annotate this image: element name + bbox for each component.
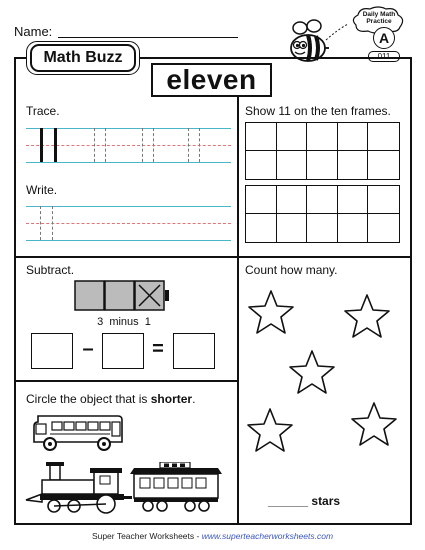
ten-frame-2[interactable] bbox=[245, 185, 400, 243]
train-icon[interactable] bbox=[22, 462, 222, 514]
equals-symbol: = bbox=[152, 338, 164, 360]
ten-frames-label: Show 11 on the ten frames. bbox=[245, 104, 391, 118]
name-line[interactable] bbox=[58, 37, 238, 38]
write-lines[interactable] bbox=[26, 206, 231, 242]
write-label: Write. bbox=[26, 183, 58, 197]
star-icon bbox=[290, 351, 334, 393]
footer-brand: Super Teacher Worksheets - bbox=[91, 531, 202, 541]
compare-keyword: shorter bbox=[150, 392, 193, 406]
footer-url[interactable]: www.superteacherworksheets.com bbox=[201, 531, 334, 541]
stars-group bbox=[240, 278, 410, 478]
trace-label: Trace. bbox=[26, 104, 60, 118]
trace-stroke-solid bbox=[54, 128, 57, 162]
trace-lines[interactable] bbox=[26, 128, 231, 164]
trace-stroke-solid bbox=[40, 128, 43, 162]
blocks-icon bbox=[74, 280, 174, 312]
badge-text: Daily Math Practice bbox=[362, 11, 396, 25]
answer-blank: ______ bbox=[268, 494, 309, 508]
school-bus-icon[interactable] bbox=[30, 412, 125, 454]
minus-symbol: – bbox=[82, 338, 94, 360]
star-icon bbox=[249, 291, 293, 333]
badge-letter: A bbox=[373, 27, 395, 49]
divider-vertical-top bbox=[237, 97, 239, 257]
subtract-expression: 3 minus 1 bbox=[97, 316, 151, 328]
ten-frame-1[interactable] bbox=[245, 122, 400, 180]
star-icon bbox=[352, 403, 396, 445]
count-label: Count how many. bbox=[245, 263, 338, 277]
footer bbox=[0, 531, 425, 541]
stars-unit: stars bbox=[311, 494, 341, 508]
number-word: eleven bbox=[151, 63, 272, 97]
divider-vertical-bottom bbox=[237, 256, 239, 525]
divider-horizontal-top bbox=[14, 256, 412, 258]
stars-answer-line[interactable] bbox=[268, 494, 340, 508]
divider-horizontal-left bbox=[14, 380, 238, 382]
star-icon bbox=[248, 409, 292, 451]
page-title: Math Buzz bbox=[30, 44, 136, 72]
badge-number: 011 bbox=[368, 51, 400, 62]
star-icon bbox=[345, 295, 389, 337]
answer-box-1[interactable] bbox=[31, 333, 73, 369]
name-label: Name: bbox=[14, 24, 53, 39]
subtract-label: Subtract. bbox=[26, 263, 75, 277]
answer-box-2[interactable] bbox=[102, 333, 144, 369]
answer-box-3[interactable] bbox=[173, 333, 215, 369]
compare-label: Circle the object that is shorter. bbox=[26, 392, 196, 406]
